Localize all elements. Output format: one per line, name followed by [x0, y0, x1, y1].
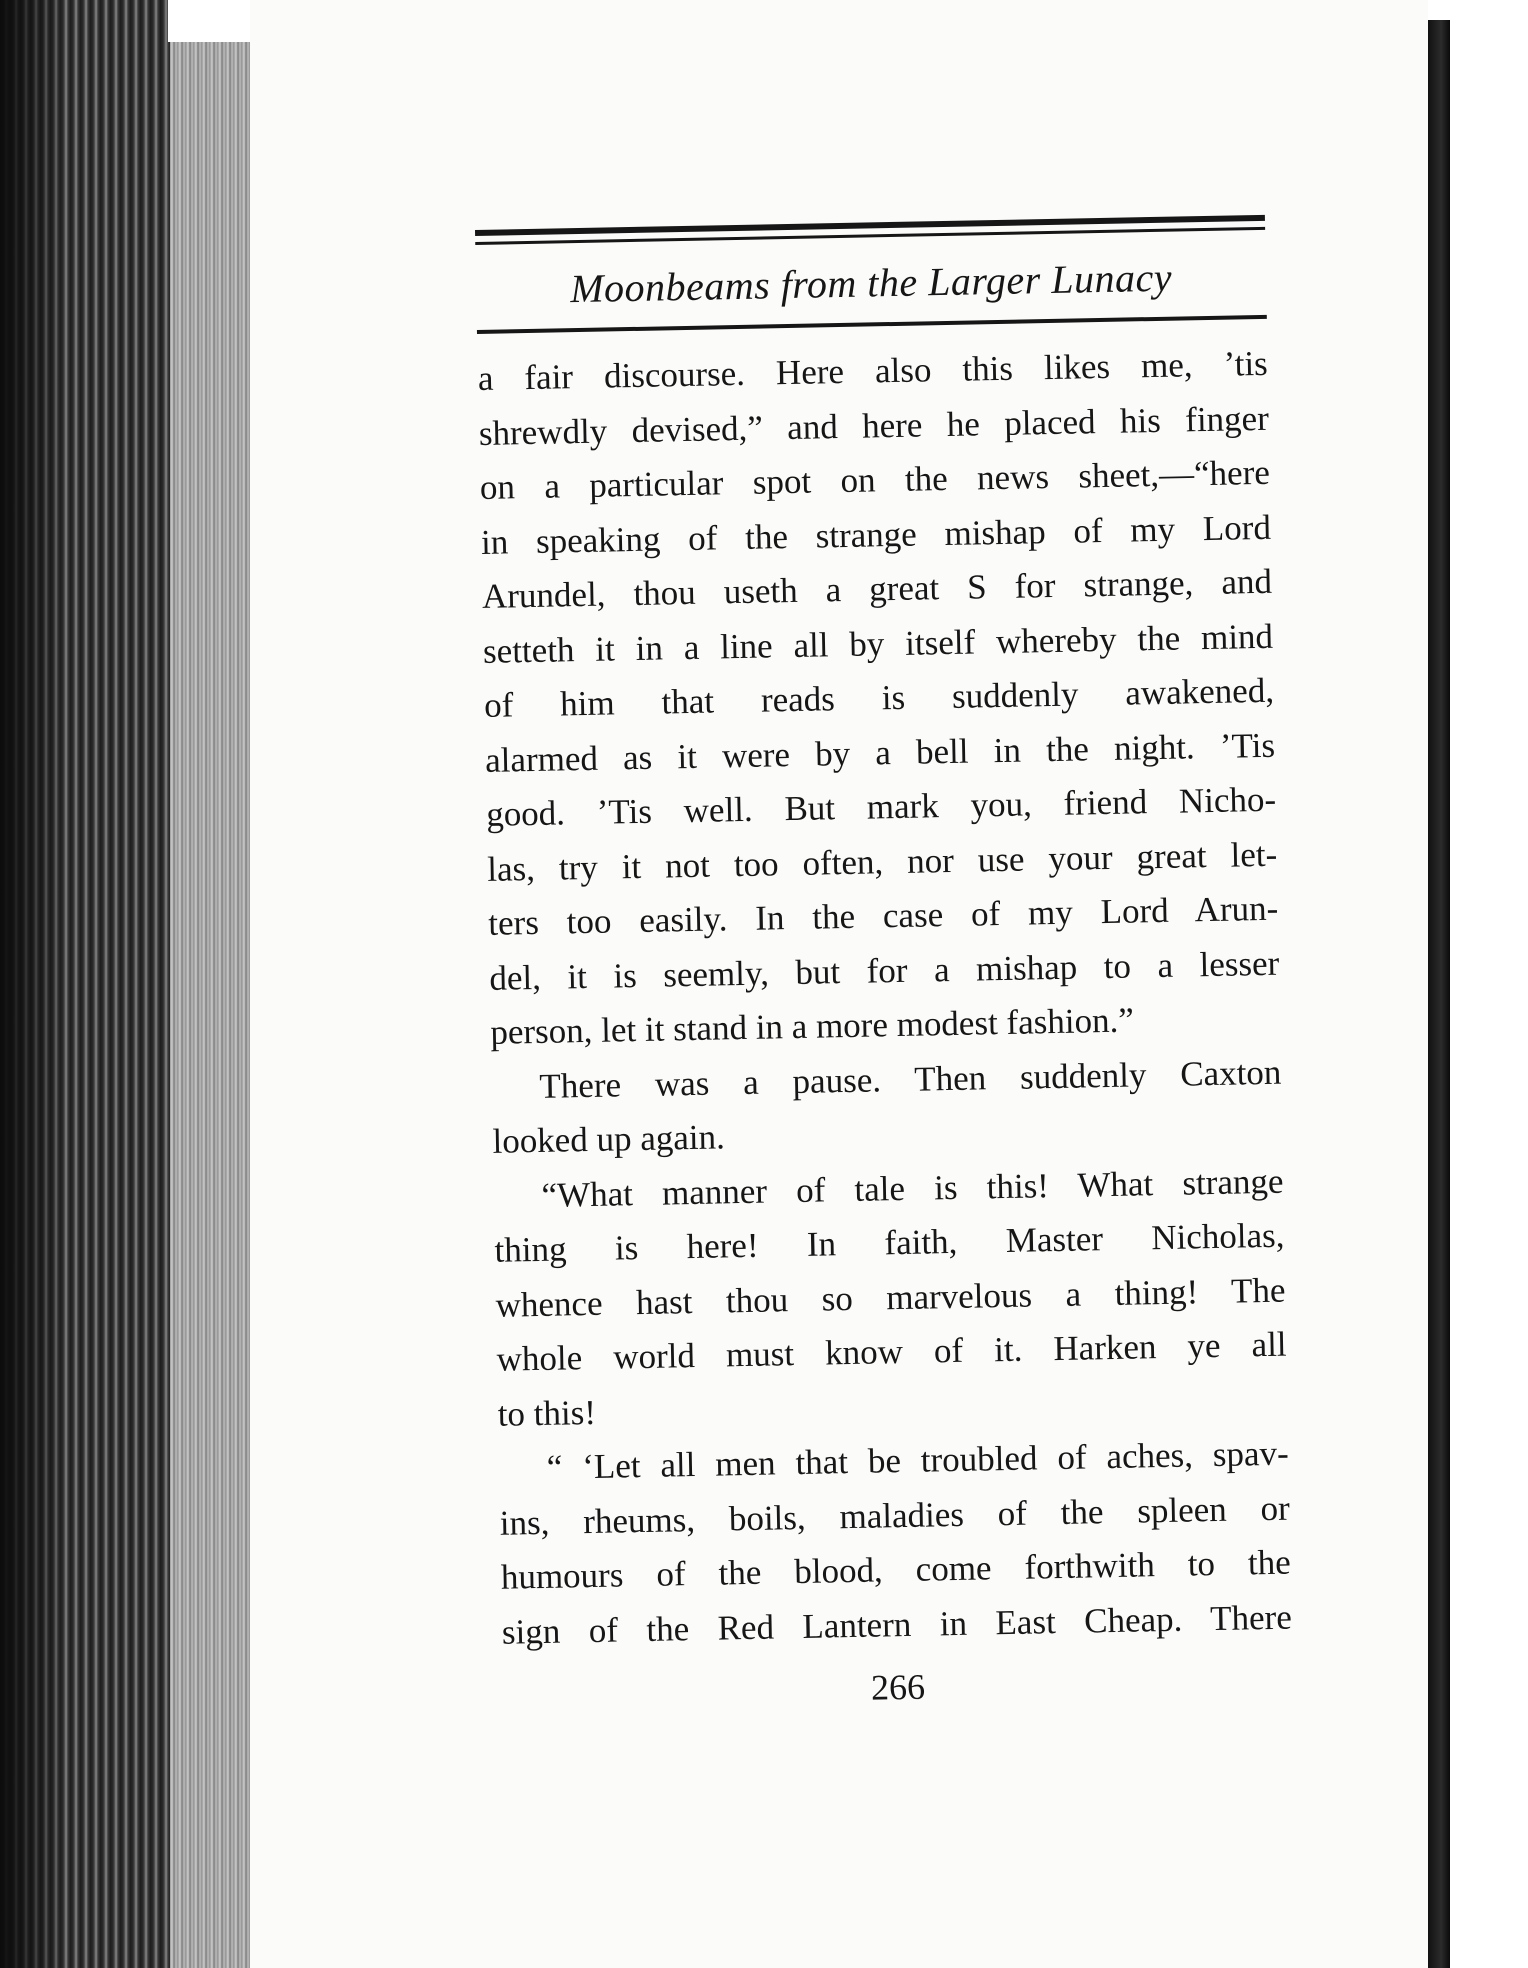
text-line: good. ’Tis well. But mark you, friend Nicho-: [485, 779, 1277, 834]
page-number: 266: [870, 1666, 926, 1708]
text-line: las, try it not too often, nor use your great let-: [486, 834, 1278, 889]
text-line: on a particular spot on the news sheet,—“here: [479, 452, 1271, 507]
text-line: setteth it in a line all by itself whereby the mind: [482, 616, 1274, 671]
header-rule-under: [477, 315, 1267, 334]
page-stack-edge: [0, 0, 250, 1968]
text-line: ins, rheums, boils, maladies of the spleen or: [499, 1488, 1291, 1543]
text-line: person, let it stand in a more modest fashion.”: [490, 1000, 1135, 1052]
page-stack-top-gap: [168, 0, 250, 42]
facing-page-spine: [1428, 20, 1450, 1968]
text-line: a fair discourse. Here also this likes me, ’tis: [477, 343, 1269, 398]
text-line: There was a pause. Then suddenly Caxton: [539, 1052, 1282, 1106]
text-line: “ ‘Let all men that be troubled of aches, spav-: [546, 1433, 1290, 1487]
text-line: whence hast thou so marvelous a thing! The: [495, 1270, 1286, 1325]
header-rule-thick: [475, 215, 1265, 236]
text-line: Arundel, thou useth a great S for strange, and: [481, 561, 1273, 616]
running-head: Moonbeams from the Larger Lunacy: [569, 254, 1173, 312]
text-line: ters too easily. In the case of my Lord Arun-: [487, 888, 1279, 943]
text-line: del, it is seemly, but for a mishap to a lesser: [488, 943, 1280, 998]
text-line: alarmed as it were by a bell in the night. ’Tis: [484, 725, 1276, 780]
text-line: looked up again.: [492, 1117, 726, 1161]
text-line: humours of the blood, come forthwith to the: [500, 1542, 1292, 1597]
text-line: of him that reads is suddenly awakened,: [483, 670, 1275, 725]
page-edges: [170, 40, 250, 1968]
text-line: thing is here! In faith, Master Nicholas,: [494, 1215, 1285, 1270]
page-stack-shadow: [0, 0, 60, 1968]
facing-page-edge: [1428, 0, 1528, 1968]
text-line: “What manner of tale is this! What strange: [541, 1161, 1284, 1215]
text-line: to this!: [497, 1392, 597, 1434]
body-text: [477, 337, 1292, 1660]
text-block: [475, 215, 1293, 1716]
text-line: in speaking of the strange mishap of my Lord: [480, 507, 1272, 562]
text-line: whole world must know of it. Harken ye all: [496, 1324, 1287, 1379]
text-line: shrewdly devised,” and here he placed his finger: [478, 398, 1270, 453]
text-line: sign of the Red Lantern in East Cheap. There: [501, 1597, 1293, 1652]
book-page: [250, 0, 1428, 1968]
